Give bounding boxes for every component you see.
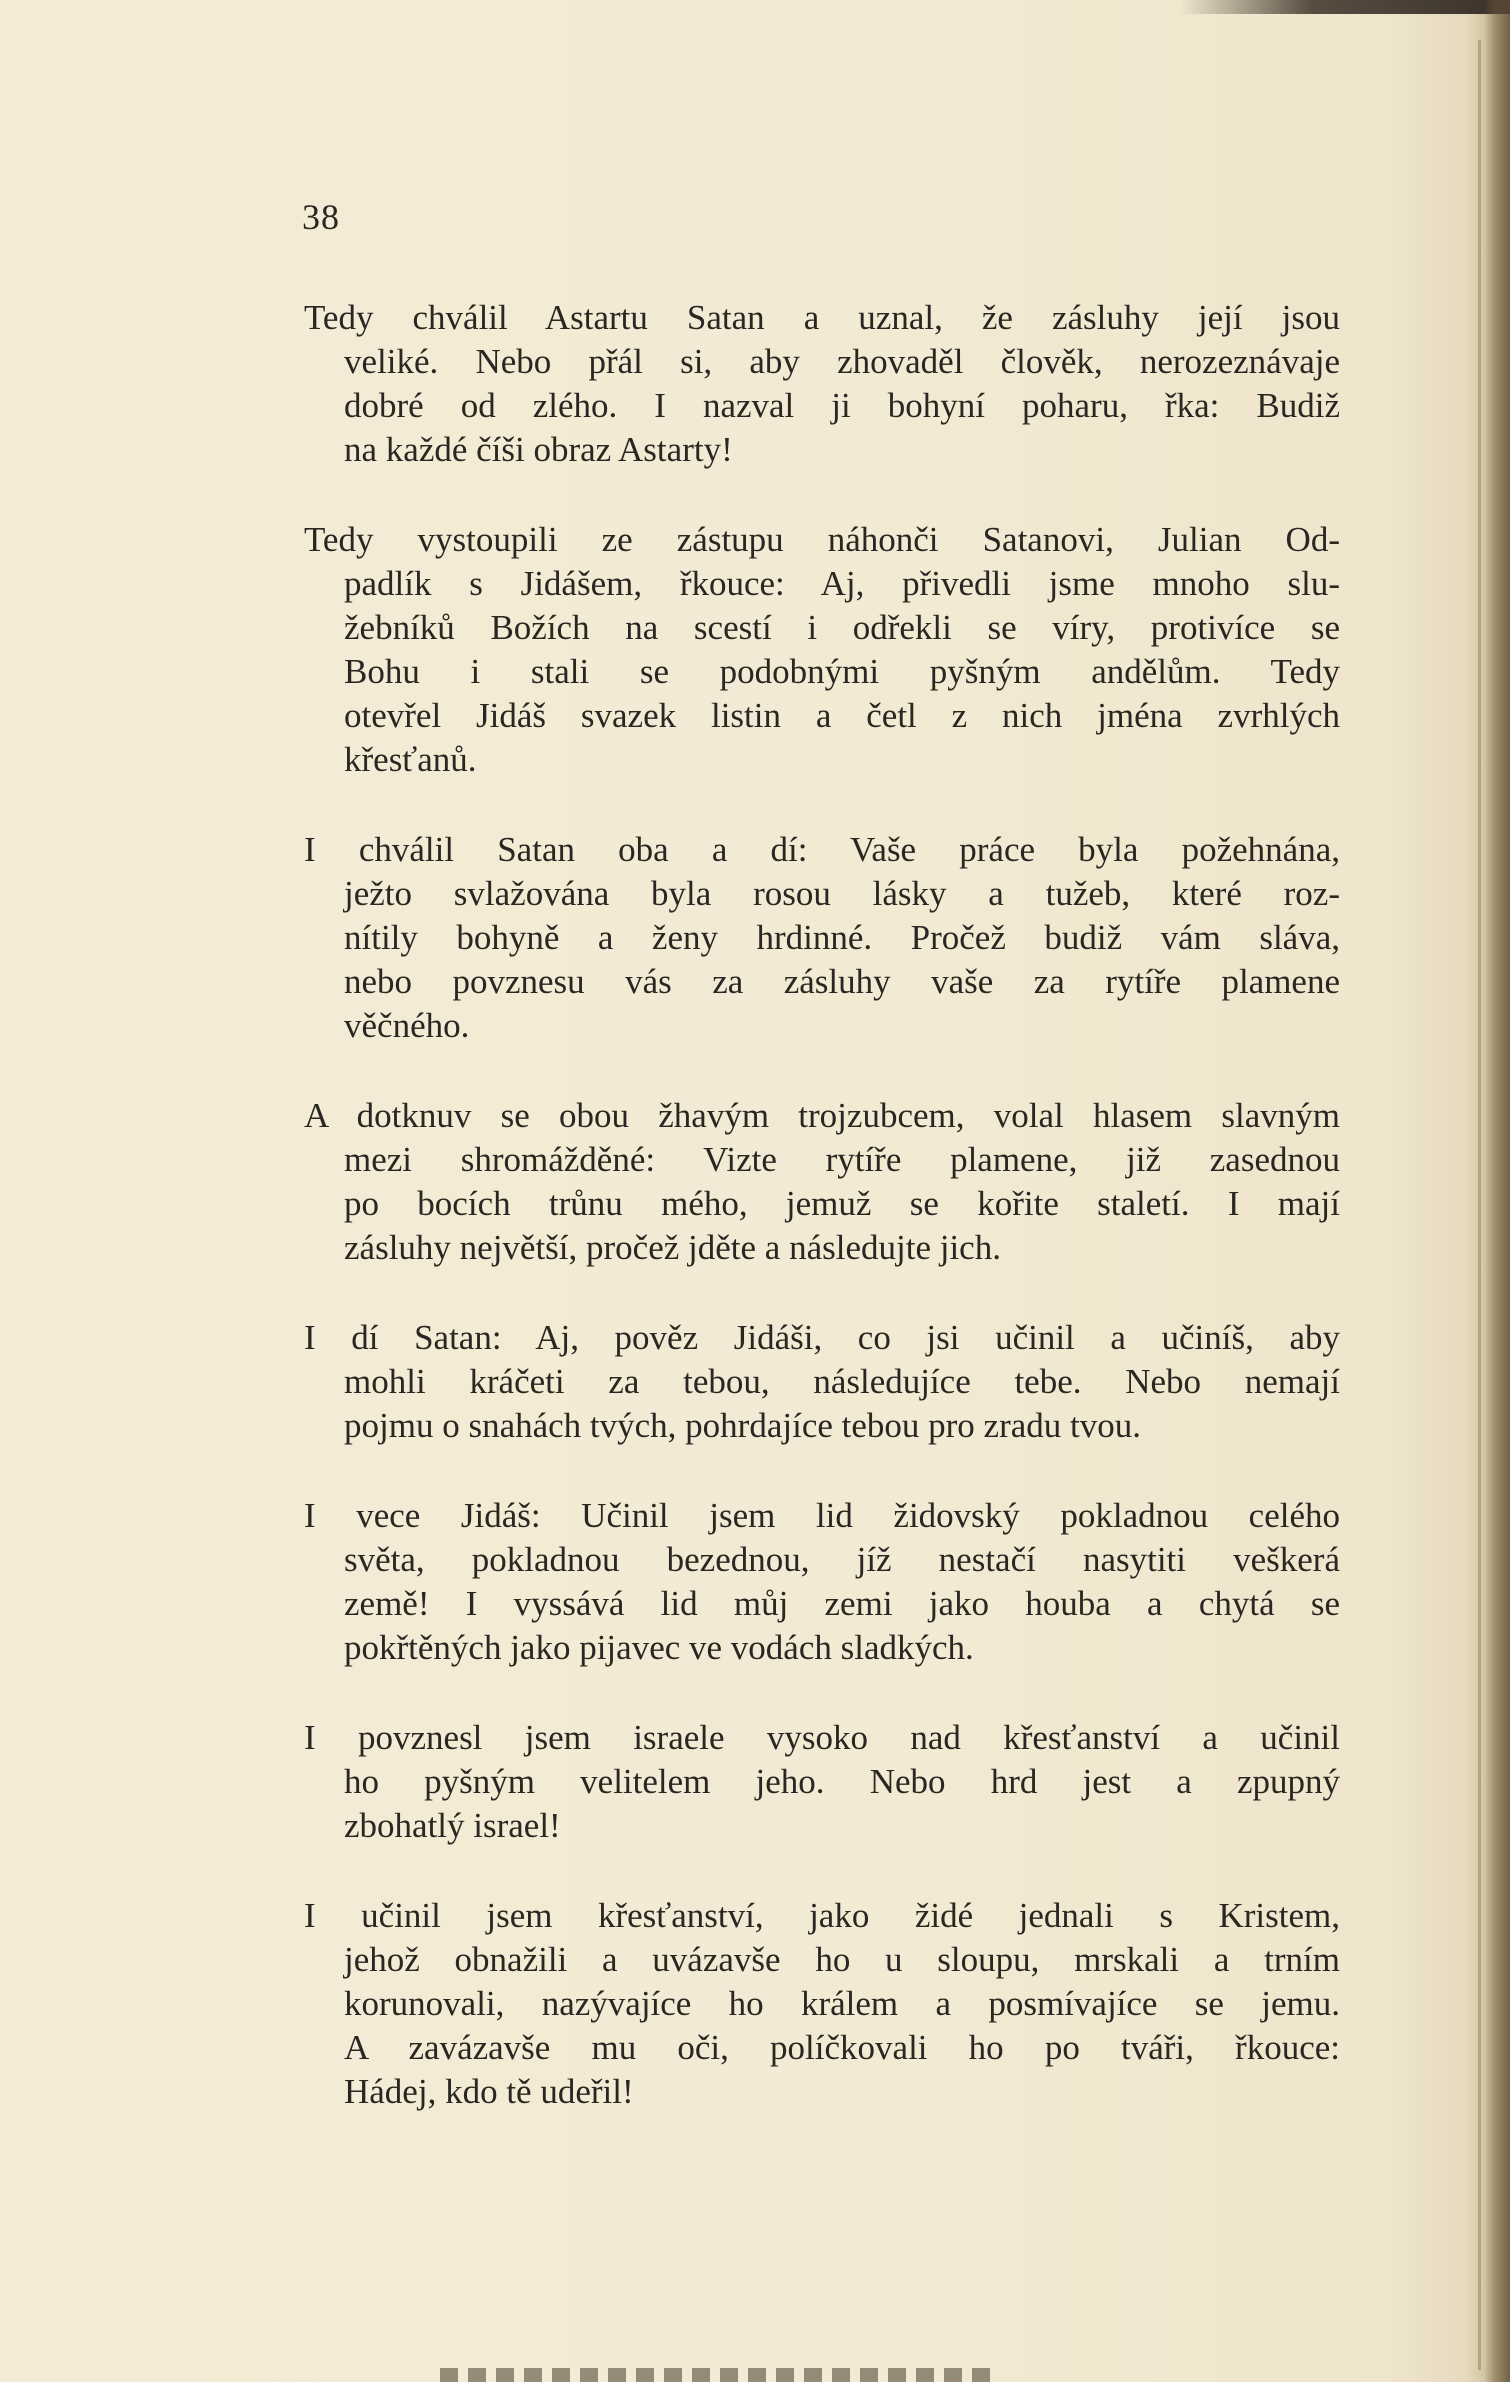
text-line: Bohu i stali se podobnými pyšným andělům. Tedy xyxy=(344,652,1340,691)
text-line: I dí Satan: Aj, pověz Jidáši, co jsi učinil a učiníš, aby xyxy=(304,1318,1340,1357)
text-line: I chválil Satan oba a dí: Vaše práce byla požehnána, xyxy=(304,830,1340,869)
text-line: věčného. xyxy=(344,1006,470,1045)
body-text xyxy=(304,296,1340,2160)
text-line: I učinil jsem křesťanství, jako židé jednali s Kristem, xyxy=(304,1896,1340,1935)
text-line: I vece Jidáš: Učinil jsem lid židovský pokladnou celého xyxy=(304,1496,1340,1535)
text-line: veliké. Nebo přál si, aby zhovaděl člověk, nerozeznávaje xyxy=(344,342,1340,381)
text-line: I povznesl jsem israele vysoko nad křesťanství a učinil xyxy=(304,1718,1340,1757)
scan-top-edge xyxy=(1180,0,1510,14)
text-line: dobré od zlého. I nazval ji bohyní poharu, řka: Budiž xyxy=(344,386,1340,425)
text-line: světa, pokladnou bezednou, jíž nestačí nasytiti veškerá xyxy=(344,1540,1340,1579)
text-line: Tedy vystoupili ze zástupu náhonči Satanovi, Julian Od- xyxy=(304,520,1340,559)
page-binding-line xyxy=(1478,40,1481,2370)
paragraph xyxy=(304,1716,1340,1848)
paragraph xyxy=(304,518,1340,782)
text-line: zbohatlý israel! xyxy=(344,1806,561,1845)
text-line: Tedy chválil Astartu Satan a uznal, že zásluhy její jsou xyxy=(304,298,1340,337)
text-line: pojmu o snahách tvých, pohrdajíce tebou pro zradu tvou. xyxy=(344,1406,1142,1445)
paragraph xyxy=(304,828,1340,1048)
text-line: otevřel Jidáš svazek listin a četl z nich jména zvrhlých xyxy=(344,696,1340,735)
paragraph xyxy=(304,296,1340,472)
text-line: ho pyšným velitelem jeho. Nebo hrd jest a zpupný xyxy=(344,1762,1340,1801)
text-line: nítily bohyně a ženy hrdinné. Pročež budiž vám sláva, xyxy=(344,918,1340,957)
paragraph xyxy=(304,1894,1340,2114)
paragraph xyxy=(304,1494,1340,1670)
text-line: ježto svlažována byla rosou lásky a tužeb, které roz- xyxy=(344,874,1340,913)
text-line: křesťanů. xyxy=(344,740,477,779)
text-line: mohli kráčeti za tebou, následujíce tebe. Nebo nemají xyxy=(344,1362,1340,1401)
text-line: země! I vyssává lid můj zemi jako houba a chytá se xyxy=(344,1584,1340,1623)
scan-bottom-edge xyxy=(440,2368,1000,2382)
text-line: A dotknuv se obou žhavým trojzubcem, volal hlasem slavným xyxy=(304,1096,1340,1135)
text-line: pokřtěných jako pijavec ve vodách sladkých. xyxy=(344,1628,974,1667)
paragraph xyxy=(304,1094,1340,1270)
text-line: zásluhy největší, pročež jděte a následujte jich. xyxy=(344,1228,1001,1267)
text-line: na každé číši obraz Astarty! xyxy=(344,430,733,469)
text-line: padlík s Jidášem, řkouce: Aj, přivedli jsme mnoho slu- xyxy=(344,564,1340,603)
paragraph xyxy=(304,1316,1340,1448)
text-line: nebo povznesu vás za zásluhy vaše za rytíře plamene xyxy=(344,962,1340,1001)
text-line: jehož obnažili a uvázavše ho u sloupu, mrskali a trním xyxy=(344,1940,1340,1979)
page-number: 38 xyxy=(302,197,340,237)
text-line: A zavázavše mu oči, políčkovali ho po tváři, řkouce: xyxy=(344,2028,1340,2067)
text-line: po bocích trůnu mého, jemuž se kořite staletí. I mají xyxy=(344,1184,1340,1223)
text-line: žebníků Božích na scestí i odřekli se víry, protivíce se xyxy=(344,608,1340,647)
text-line: mezi shromážděné: Vizte rytíře plamene, již zasednou xyxy=(344,1140,1340,1179)
text-line: korunovali, nazývajíce ho králem a posmívajíce se jemu. xyxy=(344,1984,1340,2023)
scan-right-edge xyxy=(1484,0,1510,2382)
text-line: Hádej, kdo tě udeřil! xyxy=(344,2072,634,2111)
